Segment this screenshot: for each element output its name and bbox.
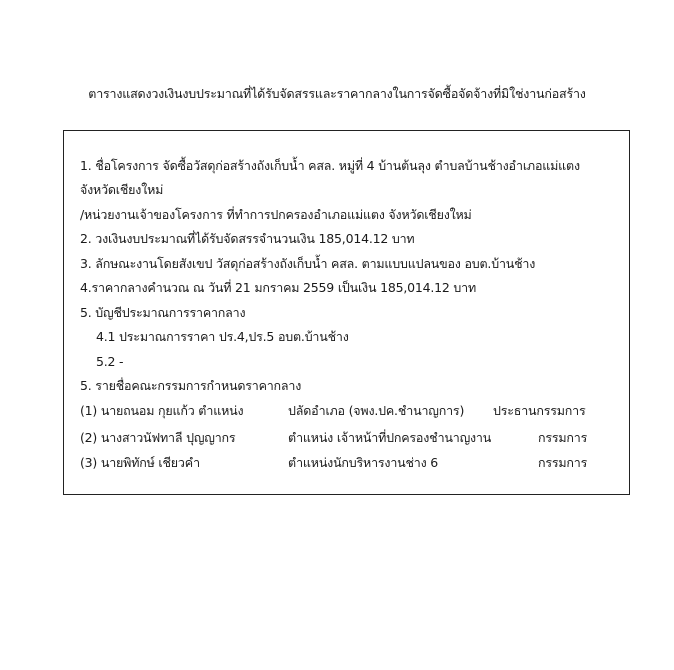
committee-member-role: ประธานกรรมการ bbox=[493, 403, 586, 418]
details-box bbox=[63, 130, 630, 495]
agency-line: /หน่วยงานเจ้าของโครงการ ที่ทำการปกครองอำเภอแม่แตง จังหวัดเชียงใหม่ bbox=[80, 207, 472, 222]
price-sources-heading: 5. บัญชีประมาณการราคากลาง bbox=[80, 305, 246, 320]
committee-member-position: ตำแหน่งนักบริหารงานช่าง 6 bbox=[288, 455, 439, 470]
committee-member-role: กรรมการ bbox=[538, 455, 588, 470]
project-name-line-1: 1. ชื่อโครงการ จัดซื้อวัสดุก่อสร้างถังเก็บน้ำ คสล. หมู่ที่ 4 บ้านต้นลุง ตำบลบ้านช้างอำเภอแม่แตง bbox=[80, 158, 580, 173]
committee-heading: 5. รายชื่อคณะกรรมการกำหนดราคากลาง bbox=[80, 378, 302, 393]
committee-member-name: (3) นายพิทักษ์ เชียวคำ bbox=[80, 455, 200, 470]
price-source-5-2: 5.2 - bbox=[96, 354, 124, 369]
committee-member-name: (1) นายถนอม กุยแก้ว ตำแหน่ง bbox=[80, 403, 244, 418]
committee-member-role: กรรมการ bbox=[538, 430, 588, 445]
committee-member-position: ตำแหน่ง เจ้าหน้าที่ปกครองชำนาญงาน bbox=[288, 430, 492, 445]
price-source-4-1: 4.1 ประมาณการราคา ปร.4,ปร.5 อบต.บ้านช้าง bbox=[96, 329, 349, 344]
project-name-line-2: จังหวัดเชียงใหม่ bbox=[80, 182, 164, 197]
document-title: ตารางแสดงวงเงินงบประมาณที่ได้รับจัดสรรและราคากลางในการจัดซื้อจัดจ้างที่มิใช่งานก่อสร้าง bbox=[88, 86, 586, 101]
budget-line: 2. วงเงินงบประมาณที่ได้รับจัดสรรจำนวนเงิน 185,014.12 บาท bbox=[80, 231, 415, 246]
committee-member-position: ปลัดอำเภอ (จพง.ปค.ชำนาญการ) bbox=[288, 403, 465, 418]
median-price-line: 4.ราคากลางคำนวณ ณ วันที่ 21 มกราคม 2559 เป็นเงิน 185,014.12 บาท bbox=[80, 280, 477, 295]
nature-line: 3. ลักษณะงานโดยสังเขป วัสดุก่อสร้างถังเก็บน้ำ คสล. ตามแบบแปลนของ อบต.บ้านช้าง bbox=[80, 256, 536, 271]
committee-member-name: (2) นางสาวนัฟทาลี ปุญญากร bbox=[80, 430, 236, 445]
